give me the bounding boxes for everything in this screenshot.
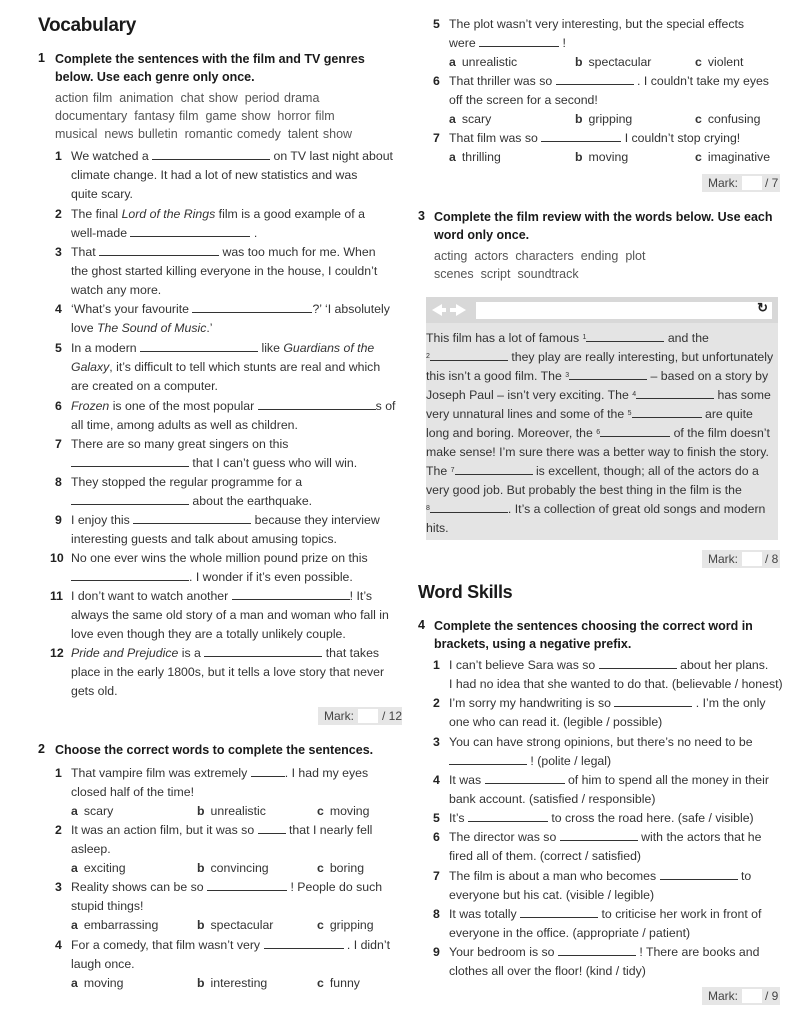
question-text: well-made	[71, 226, 128, 240]
ex2-mark-box	[702, 174, 780, 192]
question-number: 4	[55, 938, 62, 952]
question-text: For a comedy, that film wasn’t very	[71, 938, 261, 952]
question-text: on TV last night about	[273, 149, 393, 163]
question-text: about her plans.	[680, 658, 769, 672]
option-b[interactable]: b spectacular	[575, 55, 652, 69]
question-text: quite scary.	[71, 187, 133, 201]
ex2-options-6	[449, 110, 779, 129]
review-word: script	[480, 267, 511, 281]
question-text: I’m sorry my handwriting is so	[449, 696, 611, 710]
exercise-1-instruction	[55, 50, 405, 86]
question-text: to criticise her work in front of	[601, 907, 762, 921]
question-text: I enjoy this	[71, 513, 130, 527]
question-text: ‘What’s your favourite	[71, 302, 190, 316]
question-text: ! There are books and	[639, 945, 760, 959]
question-text: ! (polite / legal)	[530, 754, 612, 768]
ex2-options-4	[71, 974, 401, 993]
mark-total: / 7	[765, 176, 779, 190]
ex1-question-4	[55, 300, 407, 338]
question-text: It’s	[449, 811, 465, 825]
instruction-line: below. Use each genre only once.	[55, 70, 255, 84]
answer-blank[interactable]	[569, 367, 647, 380]
ex2-question-7	[433, 129, 785, 148]
question-number: 10	[50, 551, 64, 565]
question-text: . I had my eyes	[284, 766, 369, 780]
instruction-line: Complete the film review with the words below. Use each	[434, 210, 773, 224]
question-text: No one ever wins the whole million pound prize on this	[71, 551, 368, 565]
question-text: was too much for me. When	[222, 245, 376, 259]
film-title: Guardians of the	[283, 341, 375, 355]
question-number: 3	[55, 880, 62, 894]
film-review-panel	[426, 297, 778, 540]
question-number: 2	[55, 207, 62, 221]
gap-number: 6	[596, 429, 601, 436]
question-text: place in the early 1800s, but it tells a love story that never	[71, 665, 385, 679]
ex2-question-4	[55, 936, 407, 974]
answer-blank[interactable]	[251, 764, 285, 777]
gap-number: 7	[450, 467, 455, 474]
genre-word: game show	[205, 109, 271, 123]
question-text: asleep.	[71, 842, 111, 856]
gap-number: 2	[426, 353, 430, 360]
film-title: Frozen	[71, 399, 110, 413]
ex1-question-11	[50, 587, 407, 644]
answer-blank[interactable]	[71, 492, 189, 505]
question-text: It was an action film, but it was so	[71, 823, 255, 837]
ex2-options-7	[449, 148, 779, 167]
genre-word: action film	[55, 91, 113, 105]
question-text: laugh once.	[71, 957, 135, 971]
exercise-2-number: 2	[38, 742, 45, 756]
arrow-left-icon-stem	[440, 308, 446, 312]
answer-blank[interactable]	[99, 243, 219, 256]
answer-blank[interactable]	[71, 568, 189, 581]
option-c[interactable]: c moving	[317, 804, 370, 818]
question-text: That thriller was so	[449, 74, 553, 88]
film-title: Pride and Prejudice	[71, 646, 179, 660]
question-text: everyone but his cat. (visible / legible)	[449, 888, 655, 902]
ex4-question-8	[433, 905, 785, 943]
review-word: ending	[580, 249, 619, 263]
answer-blank[interactable]	[140, 339, 258, 352]
question-number: 4	[55, 302, 62, 316]
question-number: 3	[433, 735, 440, 749]
exercise-4-number: 4	[418, 618, 425, 632]
mark-input[interactable]	[742, 176, 762, 190]
instruction-line: Complete the sentences choosing the correct word in	[434, 619, 753, 633]
question-text: !	[562, 36, 566, 50]
browser-toolbar	[426, 297, 778, 323]
ex3-mark-box	[702, 550, 780, 568]
question-number: 2	[433, 696, 440, 710]
answer-blank[interactable]	[430, 348, 508, 361]
ex1-question-5	[55, 339, 407, 396]
review-text: This film has a lot of famous $^1$ and the $^2$ they play are really interesting, but unfortunately this isn’t a good film. The $^3$ – based on a story by Joseph Paul – isn’t very exciting. The $^4$ has some very unnatural lines and some of the $^5$ are quite long and boring. Moreover, the $^6$ of the film doesn’t make sense! I’m sure there was a better way to finish the story. The $^7$ is excellent, though; all of the actors do a very good job. But probably the best thing in the film is the $^8$ . It’s a collection of great old songs and modern hits.	[426, 331, 774, 535]
ex2-question-2	[55, 821, 407, 859]
option-c[interactable]: c gripping	[317, 918, 374, 932]
exercise-4-instruction	[434, 617, 786, 653]
question-number: 8	[55, 475, 62, 489]
question-text: stupid things!	[71, 899, 144, 913]
ex1-question-6	[55, 397, 407, 435]
question-number: 6	[433, 74, 440, 88]
question-text: I couldn’t stop crying!	[624, 131, 741, 145]
ex1-question-9	[55, 511, 407, 549]
ex4-question-9	[433, 943, 785, 981]
review-word: characters	[515, 249, 574, 263]
answer-blank[interactable]	[485, 771, 565, 784]
answer-blank[interactable]	[258, 821, 286, 834]
vocabulary-title: Vocabulary	[38, 15, 137, 36]
answer-blank[interactable]	[71, 454, 189, 467]
answer-blank[interactable]	[264, 936, 344, 949]
genre-word: romantic comedy	[184, 127, 281, 141]
question-text: In a modern	[71, 341, 137, 355]
question-number: 9	[55, 513, 62, 527]
ex4-question-6	[433, 828, 785, 866]
question-text: fired all of them. (correct / satisfied)	[449, 849, 642, 863]
question-text: film is a good example of a	[218, 207, 365, 221]
ex4-mark-box	[702, 987, 780, 1005]
question-number: 1	[55, 766, 62, 780]
question-number: 12	[50, 646, 64, 660]
ex1-question-3	[55, 243, 407, 300]
option-a[interactable]: a thrilling	[449, 150, 501, 164]
question-number: 1	[55, 149, 62, 163]
option-c[interactable]: c boring	[317, 861, 365, 875]
answer-blank[interactable]	[479, 34, 559, 47]
question-text: watch any more.	[71, 283, 162, 297]
ex2-question-5	[433, 15, 785, 53]
ex2-options-2	[71, 859, 401, 878]
ex4-question-7	[433, 867, 785, 905]
question-text: I don’t want to watch another	[71, 589, 229, 603]
question-text: everyone in the office. (appropriate / patient)	[449, 926, 691, 940]
question-text: to cross the road here. (safe / visible)	[551, 811, 754, 825]
film-title: Galaxy	[71, 360, 110, 374]
question-text: . I’m the only	[695, 696, 766, 710]
question-text: It was totally	[449, 907, 517, 921]
question-text: were	[449, 36, 476, 50]
option-b[interactable]: b interesting	[197, 976, 268, 990]
question-number: 5	[55, 341, 62, 355]
ex4-question-1	[433, 656, 785, 694]
film-title: The Sound of Music	[96, 321, 207, 335]
address-bar[interactable]	[476, 302, 772, 319]
mark-input[interactable]	[742, 552, 762, 566]
question-text: is one of the most popular	[112, 399, 255, 413]
question-text: to	[740, 869, 752, 883]
question-text: that I can’t guess who will win.	[192, 456, 358, 470]
ex1-question-2	[55, 205, 407, 243]
question-text: The film is about a man who becomes	[449, 869, 657, 883]
genre-word: period drama	[244, 91, 320, 105]
answer-blank[interactable]	[152, 147, 270, 160]
answer-blank[interactable]	[468, 809, 548, 822]
question-number: 1	[433, 658, 440, 672]
mark-total: / 8	[765, 552, 779, 566]
ex1-question-1	[55, 147, 407, 204]
instruction-line: brackets, using a negative prefix.	[434, 637, 632, 651]
film-title: Lord of the Rings	[121, 207, 216, 221]
question-text: love even though they are a totally unlikely couple.	[71, 627, 346, 641]
answer-blank[interactable]	[632, 405, 702, 418]
question-text: That vampire film was extremely	[71, 766, 248, 780]
question-text: I had no idea that she wanted to do that. (believable / honest)	[449, 677, 783, 691]
gap-number: 3	[565, 372, 570, 379]
option-a[interactable]: a unrealistic	[449, 55, 518, 69]
exercise-2-instruction: Choose the correct words to complete the sentences.	[55, 743, 374, 757]
genre-word: talent show	[287, 127, 353, 141]
question-text: I can’t believe Sara was so	[449, 658, 596, 672]
answer-blank[interactable]	[586, 329, 664, 342]
question-text: bank account. (satisfied / responsible)	[449, 792, 656, 806]
question-text: That film was so	[449, 131, 538, 145]
question-number: 6	[433, 830, 440, 844]
genre-word: chat show	[180, 91, 238, 105]
option-b[interactable]: b convincing	[197, 861, 269, 875]
question-number: 2	[55, 823, 62, 837]
genre-word: fantasy film	[134, 109, 199, 123]
option-b[interactable]: b gripping	[575, 112, 633, 126]
answer-blank[interactable]	[614, 694, 692, 707]
question-text: clothes all over the floor! (kind / tidy)	[449, 964, 646, 978]
word-skills-title: Word Skills	[418, 582, 513, 602]
option-c[interactable]: c violent	[695, 55, 744, 69]
option-a[interactable]: a exciting	[71, 861, 126, 875]
ex4-question-2	[433, 694, 785, 732]
reload-icon[interactable]: ↻	[757, 300, 768, 315]
question-text: that I nearly fell	[289, 823, 373, 837]
question-text: of him to spend all the money in their	[567, 773, 769, 787]
genre-word: news bulletin	[104, 127, 178, 141]
question-text: gets old.	[71, 684, 118, 698]
question-text: Your bedroom is so	[449, 945, 555, 959]
question-text: The final	[71, 207, 119, 221]
question-number: 6	[55, 399, 62, 413]
option-b[interactable]: b moving	[575, 150, 629, 164]
answer-blank[interactable]	[556, 72, 634, 85]
question-text: The director was so	[449, 830, 557, 844]
ex4-question-3	[433, 733, 785, 771]
question-text: like	[261, 341, 280, 355]
question-text: climate change. It had a lot of new statistics and was	[71, 168, 358, 182]
mark-input[interactable]	[742, 989, 762, 1003]
mark-label: Mark:	[708, 989, 738, 1003]
answer-blank[interactable]	[133, 511, 251, 524]
arrow-right-icon[interactable]	[456, 304, 466, 316]
question-text: one who can read it. (legible / possible)	[449, 715, 663, 729]
answer-blank[interactable]	[558, 943, 636, 956]
mark-label: Mark:	[708, 176, 738, 190]
answer-blank[interactable]	[204, 644, 322, 657]
answer-blank[interactable]	[130, 224, 250, 237]
question-text: ! It’s	[349, 589, 372, 603]
question-number: 7	[55, 437, 62, 451]
answer-blank[interactable]	[455, 462, 533, 475]
option-b[interactable]: b spectacular	[197, 918, 274, 932]
question-text: We watched a	[71, 149, 149, 163]
review-word: plot	[625, 249, 646, 263]
question-text: with the actors that he	[641, 830, 762, 844]
question-text: off the screen for a second!	[449, 93, 598, 107]
answer-blank[interactable]	[449, 752, 527, 765]
question-text: all time, among adults as well as children.	[71, 418, 298, 432]
ex2-question-6	[433, 72, 785, 110]
question-text: . I couldn’t take my eyes	[637, 74, 769, 88]
question-text: closed half of the time!	[71, 785, 195, 799]
review-word: acting	[434, 249, 468, 263]
answer-blank[interactable]	[636, 386, 714, 399]
answer-blank[interactable]	[541, 129, 621, 142]
answer-blank[interactable]	[560, 828, 638, 841]
question-text: about the earthquake.	[192, 494, 313, 508]
genre-word: documentary	[55, 109, 128, 123]
option-c[interactable]: c confusing	[695, 112, 761, 126]
question-text: , it’s difficult to tell which stunts are real and which	[109, 360, 381, 374]
question-text: because they interview	[254, 513, 380, 527]
question-text: is a	[181, 646, 201, 660]
option-a[interactable]: a embarrassing	[71, 918, 159, 932]
ex1-question-7	[55, 435, 407, 473]
question-number: 9	[433, 945, 440, 959]
question-number: 4	[433, 773, 440, 787]
question-number: 8	[433, 907, 440, 921]
question-text: .	[253, 226, 258, 240]
ex2-options-3	[71, 916, 401, 935]
ex1-mark-box	[318, 707, 402, 725]
answer-blank[interactable]	[232, 587, 350, 600]
mark-total: / 12	[382, 709, 403, 723]
question-text: that takes	[325, 646, 380, 660]
ex1-question-10	[50, 549, 407, 587]
question-text: It was	[449, 773, 482, 787]
instruction-line: word only once.	[434, 228, 530, 242]
ex2-question-1	[55, 764, 407, 802]
gap-number: 5	[627, 410, 632, 417]
ex2-question-3	[55, 878, 407, 916]
question-text: The plot wasn’t very interesting, but the special effects	[449, 17, 745, 31]
mark-label: Mark:	[708, 552, 738, 566]
answer-blank[interactable]	[599, 656, 677, 669]
question-text: s of	[375, 399, 396, 413]
ex1-question-12	[50, 644, 407, 701]
ex2-options-5	[449, 53, 779, 72]
answer-blank[interactable]	[600, 424, 670, 437]
mark-label: Mark:	[324, 709, 354, 723]
exercise-3-number: 3	[418, 209, 425, 223]
question-number: 7	[433, 131, 440, 145]
review-word: scenes	[434, 267, 474, 281]
answer-blank[interactable]	[430, 500, 508, 513]
question-number: 11	[50, 589, 63, 603]
review-word: soundtrack	[517, 267, 579, 281]
question-text: love	[71, 321, 94, 335]
option-b[interactable]: b unrealistic	[197, 804, 266, 818]
ex4-question-4	[433, 771, 785, 809]
genre-word: musical	[55, 127, 98, 141]
question-text: ?’ ‘I absolutely	[312, 302, 390, 316]
question-text: . I wonder if it’s even possible.	[189, 570, 353, 584]
instruction-line: Complete the sentences with the film and TV genres	[55, 52, 365, 66]
option-a[interactable]: a scary	[71, 804, 114, 818]
genre-word: horror film	[277, 109, 335, 123]
question-text: That	[71, 245, 96, 259]
gap-number: 8	[426, 505, 430, 512]
gap-number: 4	[632, 391, 637, 398]
exercise-1-number: 1	[38, 51, 45, 65]
question-text: There are so many great singers on this	[71, 437, 289, 451]
question-number: 7	[433, 869, 440, 883]
option-c[interactable]: c imaginative	[695, 150, 771, 164]
option-a[interactable]: a scary	[449, 112, 492, 126]
answer-blank[interactable]	[660, 867, 738, 880]
question-text: You can have strong opinions, but there’s no need to be	[449, 735, 753, 749]
answer-blank[interactable]	[192, 300, 312, 313]
mark-input[interactable]	[358, 709, 378, 723]
ex1-question-8	[55, 473, 407, 511]
answer-blank[interactable]	[207, 878, 287, 891]
question-text: interesting guests and talk about amusing topics.	[71, 532, 337, 546]
exercise-3-instruction	[434, 208, 786, 244]
question-text: ! People do such	[290, 880, 383, 894]
genre-word-box	[55, 89, 405, 143]
question-text: Reality shows can be so	[71, 880, 204, 894]
question-text: .’	[206, 321, 213, 335]
ex4-question-5	[433, 809, 785, 828]
question-text: always the same old story of a man and woman who fall in	[71, 608, 389, 622]
question-text: are created on a computer.	[71, 379, 218, 393]
option-c[interactable]: c funny	[317, 976, 360, 990]
question-number: 5	[433, 811, 440, 825]
question-number: 5	[433, 17, 440, 31]
question-text: . I didn’t	[346, 938, 390, 952]
review-word-box	[434, 247, 784, 283]
gap-number: 1	[582, 334, 587, 341]
answer-blank[interactable]	[520, 905, 598, 918]
answer-blank[interactable]	[258, 397, 376, 410]
review-word: actors	[474, 249, 509, 263]
question-text: They stopped the regular programme for a	[71, 475, 303, 489]
genre-word: animation	[119, 91, 174, 105]
question-number: 3	[55, 245, 62, 259]
ex2-options-1	[71, 802, 401, 821]
option-a[interactable]: a moving	[71, 976, 124, 990]
arrow-right-icon-stem	[450, 308, 456, 312]
mark-total: / 9	[765, 989, 779, 1003]
question-text: the ghost started killing everyone in the house, I couldn’t	[71, 264, 378, 278]
